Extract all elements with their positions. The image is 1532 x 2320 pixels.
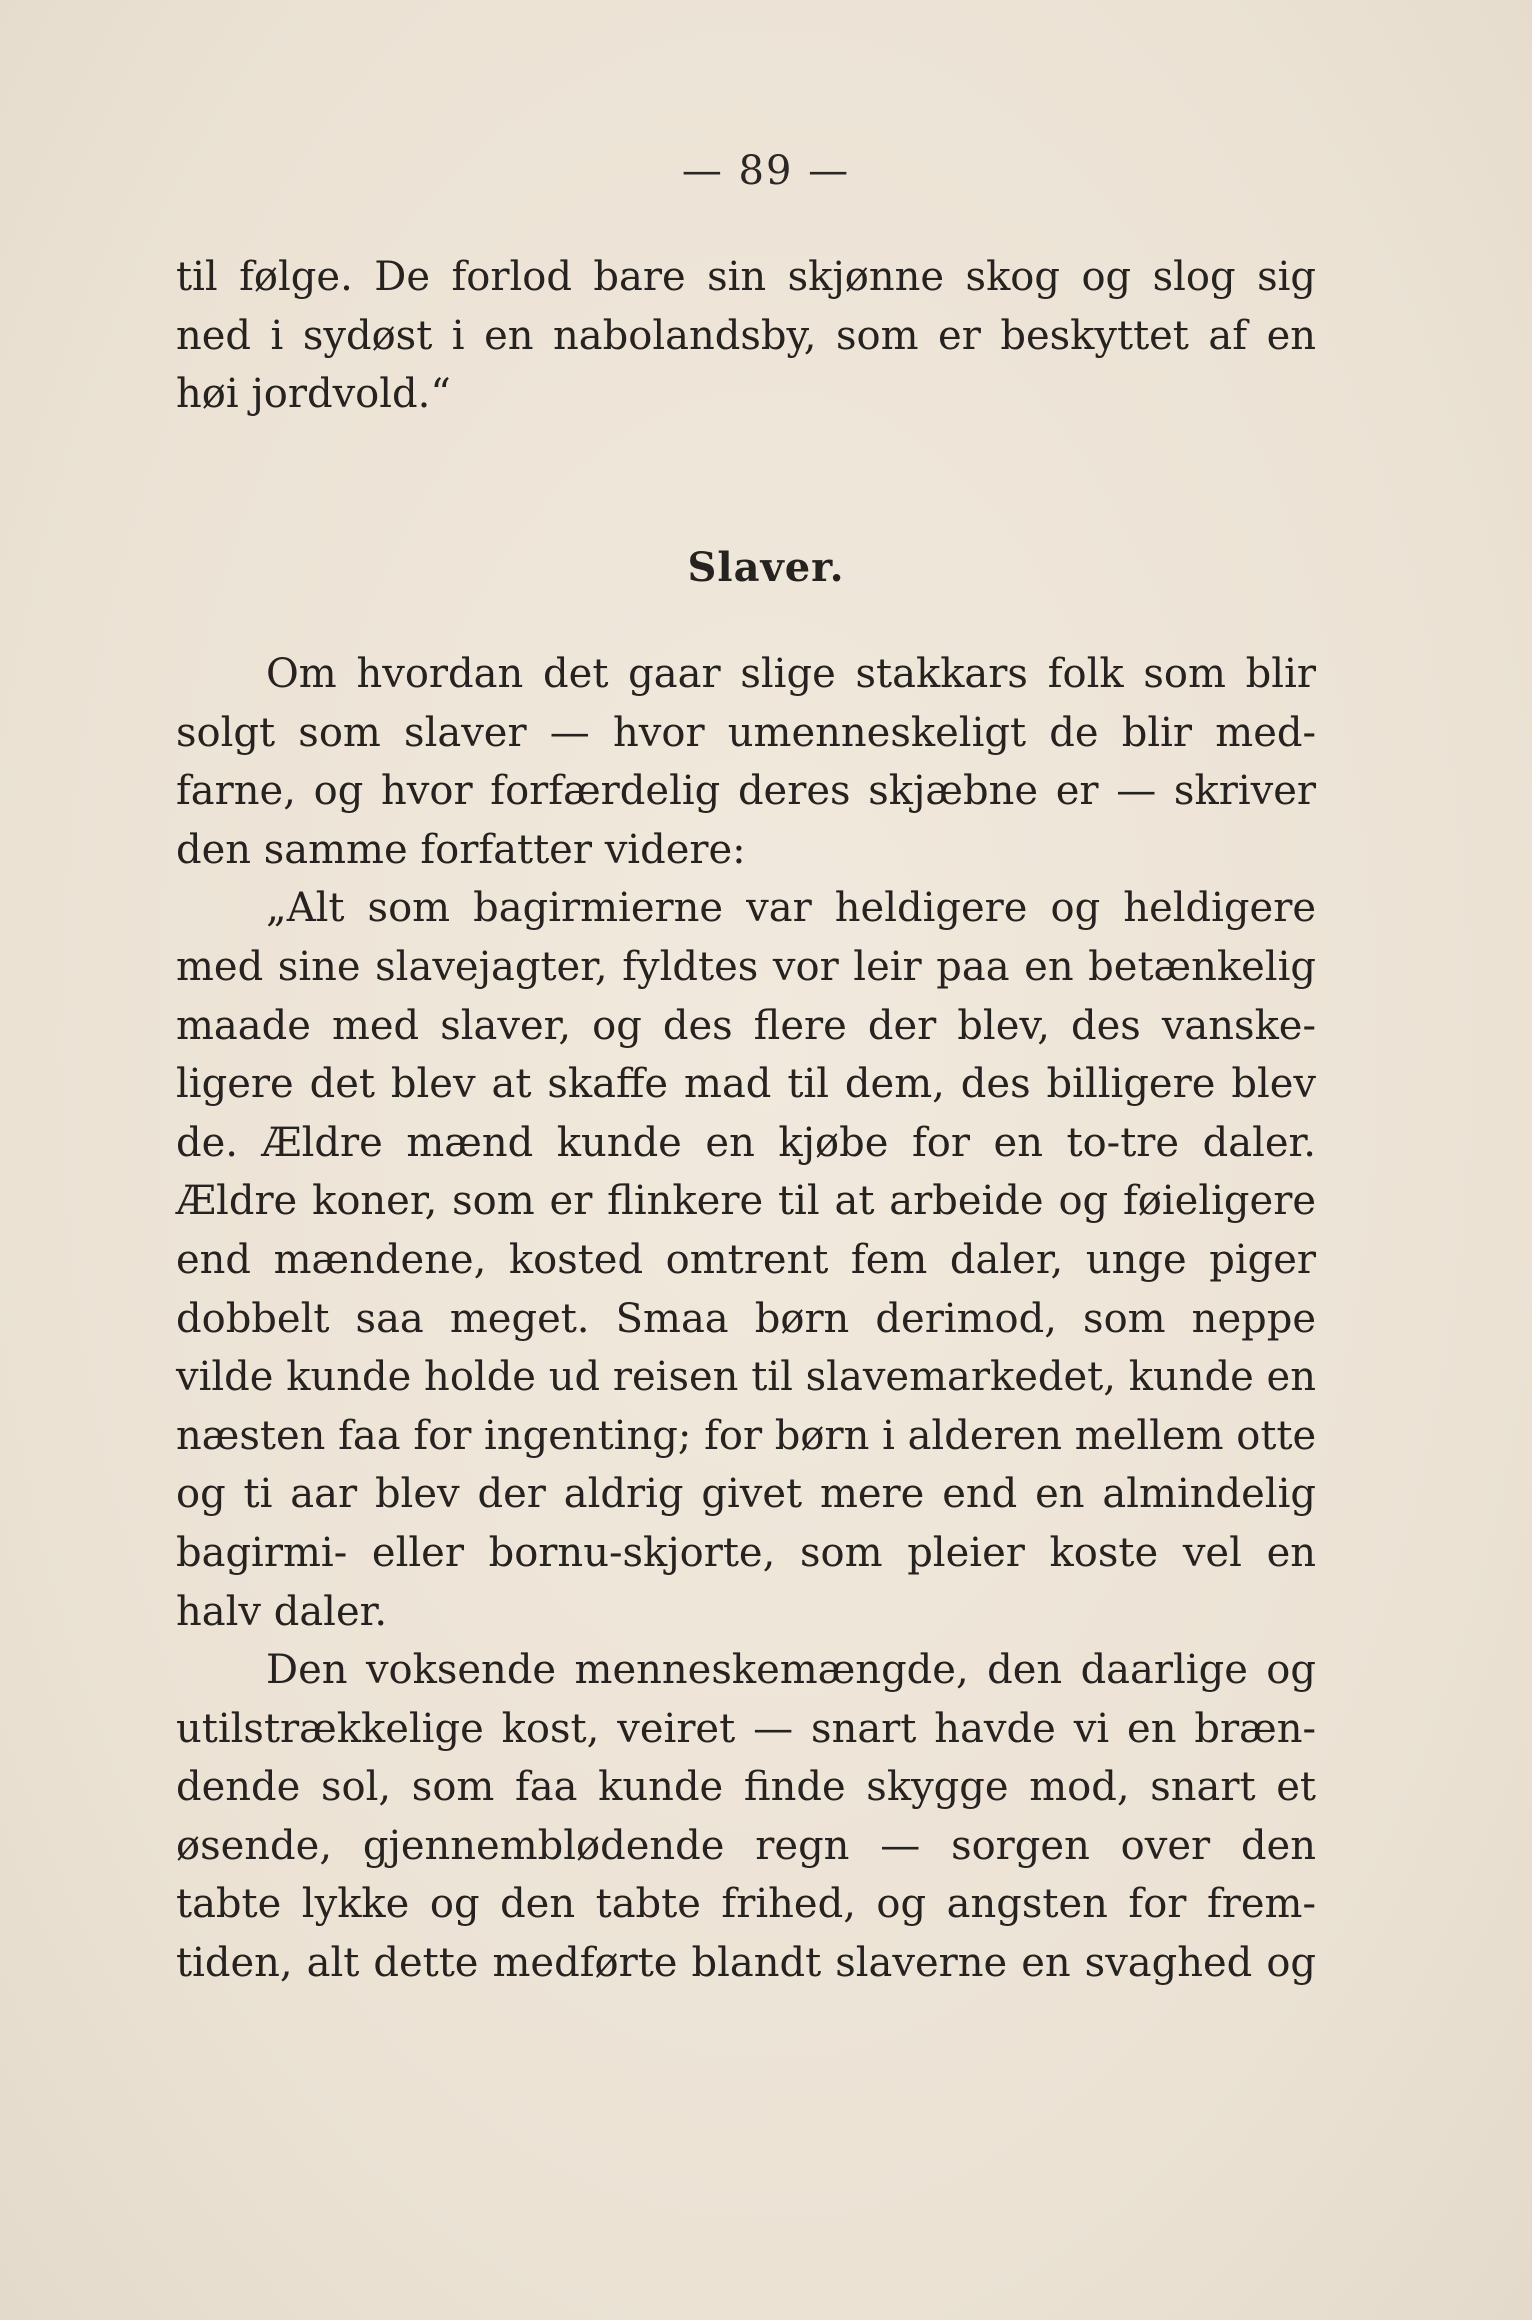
text-line: høi jordvold.“ bbox=[176, 371, 451, 418]
section-heading: Slaver. bbox=[687, 544, 845, 591]
text-line: næsten faa for ingenting; for børn i alderen mellem otte bbox=[176, 1412, 1317, 1459]
text-line: dende sol, som faa kunde finde skygge mod, snart et bbox=[176, 1764, 1316, 1811]
text-line: ned i sydøst i en nabolandsby, som er beskyttet af en bbox=[176, 312, 1316, 359]
text-line: vilde kunde holde ud reisen til slavemarkedet, kunde en bbox=[176, 1354, 1316, 1401]
page-number: — 89 — bbox=[681, 148, 851, 194]
text-line: tabte lykke og den tabte frihed, og angsten for frem- bbox=[176, 1881, 1316, 1928]
text-line: solgt som slaver — hvor umenneskeligt de blir med- bbox=[176, 709, 1316, 756]
text-line: øsende, gjennemblødende regn — sorgen over den bbox=[176, 1822, 1316, 1869]
text-line: tiden, alt dette medførte blandt slaverne en svaghed og bbox=[176, 1940, 1316, 1987]
text-line: dobbelt saa meget. Smaa børn derimod, som neppe bbox=[176, 1295, 1316, 1342]
text-line: utilstrækkelige kost, veiret — snart havde vi en bræn- bbox=[176, 1705, 1316, 1752]
text-line: Den voksende menneskemængde, den daarlige og bbox=[266, 1647, 1316, 1694]
text-line: med sine slavejagter, fyldtes vor leir paa en betænkelig bbox=[176, 943, 1316, 990]
text-line: end mændene, kosted omtrent fem daler, unge piger bbox=[176, 1236, 1316, 1283]
text-line: farne, og hvor forfærdelig deres skjæbne er — skriver bbox=[176, 768, 1316, 815]
top-paragraph bbox=[176, 248, 1316, 424]
text-line: „Alt som bagirmierne var heldigere og heldigere bbox=[266, 885, 1316, 932]
text-line: og ti aar blev der aldrig givet mere end en almindelig bbox=[176, 1471, 1316, 1518]
text-line: de. Ældre mænd kunde en kjøbe for en to-tre daler. bbox=[176, 1119, 1316, 1166]
text-line: Om hvordan det gaar slige stakkars folk som blir bbox=[266, 651, 1316, 697]
text-line: halv daler. bbox=[176, 1588, 388, 1635]
text-line: den samme forfatter videre: bbox=[176, 826, 746, 873]
main-text bbox=[176, 645, 1316, 1993]
text-line: maade med slaver, og des flere der blev, des vanske- bbox=[176, 1002, 1316, 1049]
text-line: bagirmi- eller bornu-skjorte, som pleier koste vel en bbox=[176, 1529, 1316, 1576]
text-line: ligere det blev at skaffe mad til dem, des billigere blev bbox=[176, 1061, 1316, 1108]
text-line: Ældre koner, som er flinkere til at arbeide og føieligere bbox=[176, 1178, 1316, 1225]
text-line: til følge. De forlod bare sin skjønne skog og slog sig bbox=[176, 254, 1316, 300]
